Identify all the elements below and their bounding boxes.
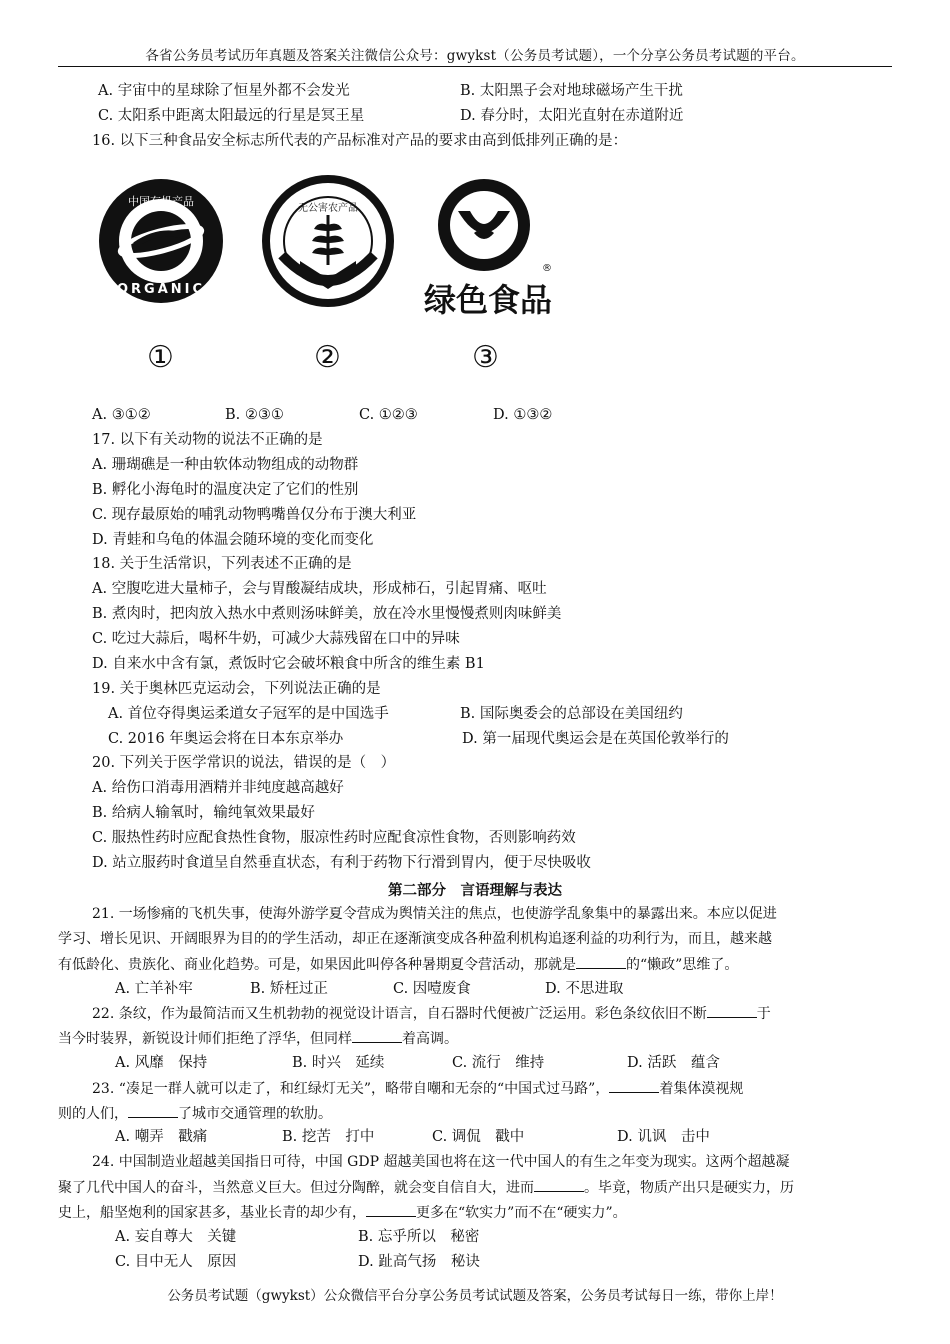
- q21-line-2: 学习、增长见识、开阔眼界为目的的学生活动，却正在逐渐演变成各种盈利机构追逐利益的功利行为，而且，越来越: [58, 931, 772, 947]
- pollution-free-product-logo: [262, 175, 394, 307]
- q22-line-2-text-b: 着高调。: [402, 1031, 458, 1047]
- q15-option-c: C. 太阳系中距离太阳最远的行星是冥王星: [98, 108, 365, 124]
- q22-line-1: [92, 1003, 771, 1024]
- q24-option-b: B. 忘乎所以 秘密: [358, 1229, 480, 1245]
- q21-line-3: [58, 954, 738, 975]
- q16-option-d: D. ①③②: [493, 407, 553, 423]
- q21-line-1: 21. 一场惨痛的飞机失事，使海外游学夏令营成为舆情关注的焦点，也使游学乱象集中的暴露出来。本应以促进: [92, 906, 777, 922]
- organic-product-logo: [95, 175, 227, 307]
- q22-option-a: A. 风靡 保持: [115, 1055, 208, 1071]
- q22-line-2-text-a: 当今时装界，新锐设计师们拒绝了浮华，但同样: [58, 1031, 352, 1047]
- q16-option-c: C. ①②③: [359, 407, 418, 423]
- green-food-logo-text: 绿色食品: [423, 281, 553, 319]
- q17-option-a: A. 珊瑚礁是一种由软体动物组成的动物群: [92, 457, 359, 473]
- q18-option-c: C. 吃过大蒜后，喝杯牛奶，可减少大蒜残留在口中的异味: [92, 631, 460, 647]
- q24-line-3: [58, 1202, 627, 1223]
- q22-option-b: B. 时兴 延续: [292, 1055, 385, 1071]
- registered-mark: ®: [542, 263, 552, 274]
- answer-blank: [128, 1103, 178, 1118]
- q19-option-d: D. 第一届现代奥运会是在英国伦敦举行的: [462, 731, 729, 747]
- q20-stem: 20. 下列关于医学常识的说法，错误的是（ ）: [92, 755, 396, 771]
- q23-line-1: [92, 1078, 743, 1099]
- q21-option-a: A. 亡羊补牢: [115, 981, 193, 997]
- answer-blank: [576, 954, 626, 969]
- q17-option-c: C. 现存最原始的哺乳动物鸭嘴兽仅分布于澳大利亚: [92, 507, 417, 523]
- organic-logo-en-text: ORGANIC: [116, 282, 206, 297]
- q21-option-b: B. 矫枉过正: [250, 981, 328, 997]
- q24-option-d: D. 趾高气扬 秘诀: [358, 1254, 480, 1270]
- q20-option-d: D. 站立服药时食道呈自然垂直状态，有利于药物下行滑到胃内，便于尽快吸收: [92, 855, 591, 871]
- q23-line-2-text-a: 则的人们，: [58, 1106, 128, 1122]
- header-divider: [58, 66, 892, 67]
- q19-option-b: B. 国际奥委会的总部设在美国纽约: [460, 706, 683, 722]
- q20-option-c: C. 服热性药时应配食热性食物，服凉性药时应配食凉性食物，否则影响药效: [92, 830, 576, 846]
- q23-line-2: [58, 1103, 332, 1124]
- section-2-title: 第二部分 言语理解与表达: [388, 882, 562, 899]
- page-header: 各省公务员考试历年真题及答案关注微信公众号：gwykst（公务员考试题），一个分享公务员考试题的平台。: [145, 48, 805, 64]
- answer-blank: [366, 1202, 416, 1217]
- q24-line-3-text-a: 史上，船坚炮利的国家甚多，基业长青的却少有，: [58, 1205, 366, 1221]
- q23-option-a: A. 嘲弄 戳痛: [115, 1129, 208, 1145]
- answer-blank: [609, 1078, 659, 1093]
- q23-option-d: D. 讥讽 击中: [617, 1129, 710, 1145]
- q19-stem: 19. 关于奥林匹克运动会，下列说法正确的是: [92, 681, 381, 697]
- q22-line-2: [58, 1028, 458, 1049]
- q23-line-1-text-a: 23. “凑足一群人就可以走了，和红绿灯无关”，略带自嘲和无奈的“中国式过马路”，: [92, 1081, 610, 1097]
- q20-option-b: B. 给病人输氧时，输纯氧效果最好: [92, 805, 315, 821]
- organic-logo-cn-text: 中国有机产品: [128, 195, 194, 208]
- q23-option-b: B. 挖苦 打中: [282, 1129, 375, 1145]
- q18-option-a: A. 空腹吃进大量柿子，会与胃酸凝结成块，形成柿石，引起胃痛、呕吐: [92, 581, 547, 597]
- answer-blank: [534, 1177, 584, 1192]
- q22-line-1-text-a: 22. 条纹，作为最简洁而又生机勃勃的视觉设计语言，自石器时代便被广泛运用。彩色条纹依旧不断: [92, 1006, 707, 1022]
- q15-option-d: D. 春分时，太阳光直射在赤道附近: [460, 108, 684, 124]
- q21-line-3-text-a: 有低龄化、贵族化、商业化趋势。可是，如果因此叫停各种暑期夏令营活动，那就是: [58, 957, 576, 973]
- q23-option-c: C. 调侃 戳中: [432, 1129, 525, 1145]
- logo-numeral-1: ①: [147, 340, 174, 375]
- q18-option-d: D. 自来水中含有氯，煮饭时它会破坏粮食中所含的维生素 B1: [92, 656, 485, 672]
- q22-option-d: D. 活跃 蕴含: [627, 1055, 720, 1071]
- q20-option-a: A. 给伤口消毒用酒精并非纯度越高越好: [92, 780, 344, 796]
- q23-line-1-text-b: 着集体漠视规: [659, 1081, 744, 1097]
- pollution-free-logo-text: 无公害农产品: [298, 203, 358, 214]
- q17-option-b: B. 孵化小海龟时的温度决定了它们的性别: [92, 482, 359, 498]
- q24-line-3-text-b: 更多在“软实力”而不在“硬实力”。: [416, 1205, 627, 1221]
- logo-numeral-3: ③: [472, 340, 499, 375]
- q24-option-a: A. 妄自尊大 关键: [115, 1229, 237, 1245]
- green-food-logo: [418, 175, 558, 323]
- q18-stem: 18. 关于生活常识，下列表述不正确的是: [92, 556, 352, 572]
- q24-line-2: [58, 1177, 794, 1198]
- q21-option-d: D. 不思进取: [545, 981, 624, 997]
- q15-option-a: A. 宇宙中的星球除了恒星外都不会发光: [98, 83, 350, 99]
- q19-option-a: A. 首位夺得奥运柔道女子冠军的是中国选手: [108, 706, 389, 722]
- q17-stem: 17. 以下有关动物的说法不正确的是: [92, 432, 323, 448]
- answer-blank: [707, 1003, 757, 1018]
- q16-option-a: A. ③①②: [92, 407, 151, 423]
- answer-blank: [352, 1028, 402, 1043]
- q15-option-b: B. 太阳黑子会对地球磁场产生干扰: [460, 83, 683, 99]
- q24-option-c: C. 目中无人 原因: [115, 1254, 237, 1270]
- q22-line-1-text-b: 于: [756, 1006, 771, 1022]
- logo-numeral-2: ②: [314, 340, 341, 375]
- q21-line-3-text-b: 的“懒政”思维了。: [626, 957, 739, 973]
- q18-option-b: B. 煮肉时，把肉放入热水中煮则汤味鲜美，放在冷水里慢慢煮则肉味鲜美: [92, 606, 562, 622]
- q16-stem: 16. 以下三种食品安全标志所代表的产品标准对产品的要求由高到低排列正确的是：: [92, 133, 628, 149]
- q24-line-2-text-b: 。毕竟，物质产出只是硬实力，历: [584, 1180, 794, 1196]
- q24-line-2-text-a: 聚了几代中国人的奋斗，当然意义巨大。但过分陶醉，就会变自信自大，进而: [58, 1180, 534, 1196]
- q16-option-b: B. ②③①: [225, 407, 284, 423]
- page-footer: 公务员考试题（gwykst）公众微信平台分享公务员考试试题及答案，公务员考试每日一练，带你上岸！: [167, 1288, 783, 1304]
- q21-option-c: C. 因噎废食: [393, 981, 471, 997]
- q17-option-d: D. 青蛙和乌龟的体温会随环境的变化而变化: [92, 532, 374, 548]
- q19-option-c: C. 2016 年奥运会将在日本东京举办: [108, 731, 344, 747]
- q22-option-c: C. 流行 维持: [452, 1055, 545, 1071]
- q23-line-2-text-b: 了城市交通管理的软肋。: [178, 1106, 332, 1122]
- q24-line-1: 24. 中国制造业超越美国指日可待，中国 GDP 超越美国也将在这一代中国人的有生之年变为现实。这两个超越凝: [92, 1154, 790, 1170]
